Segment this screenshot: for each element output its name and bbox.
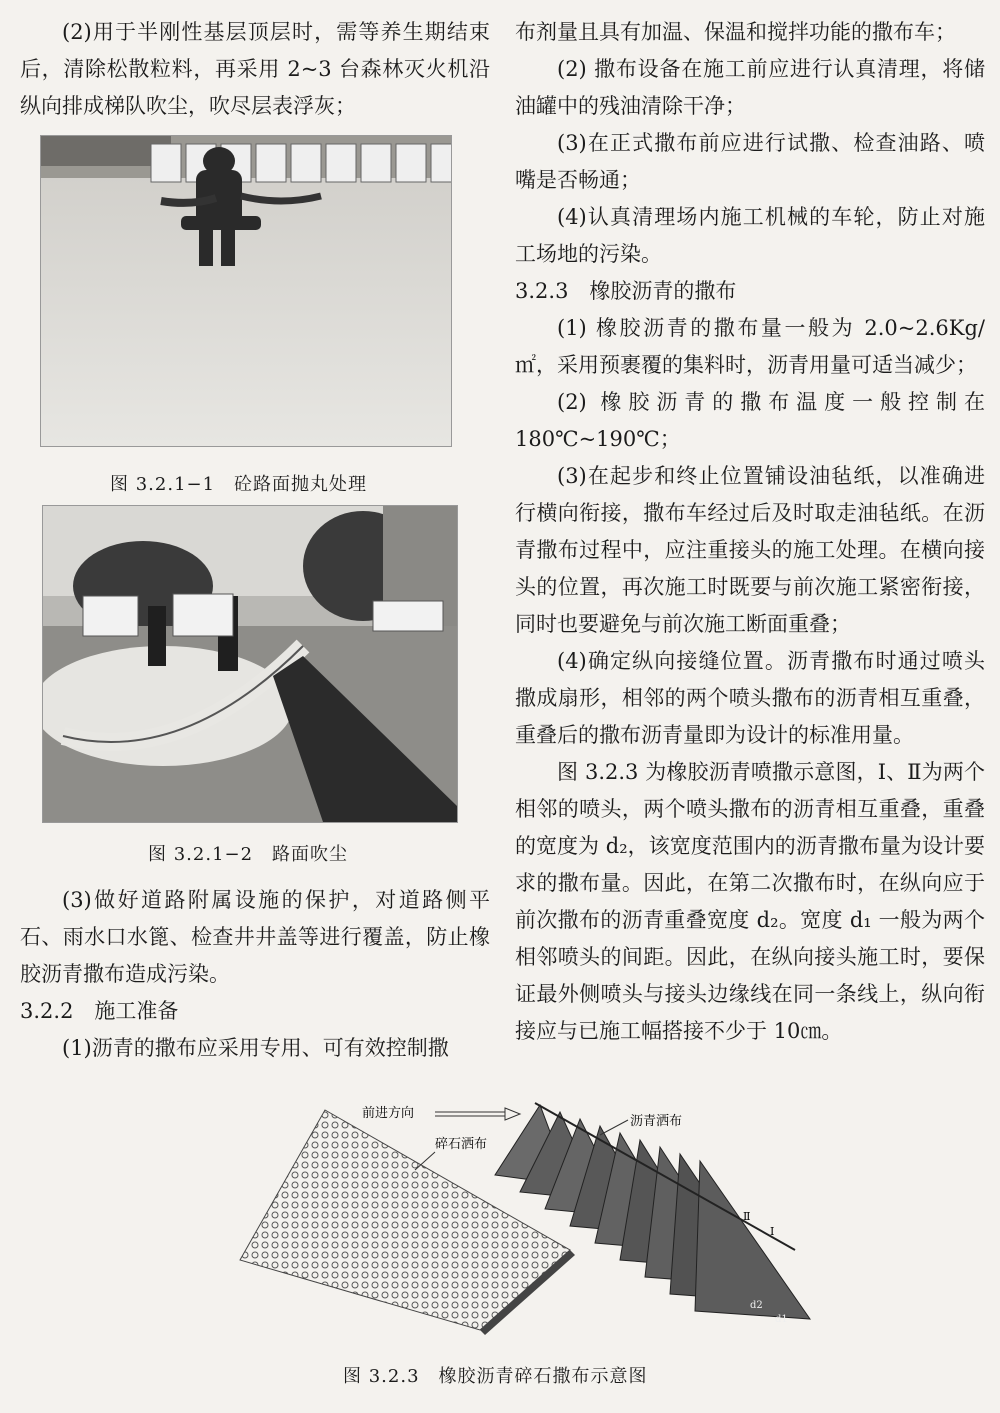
section-heading-3-2-3: 3.2.3 橡胶沥青的撒布	[515, 279, 737, 303]
paragraph-prep-1-continued: 布剂量且具有加温、保温和搅拌功能的撒布车；	[515, 20, 956, 44]
label-d2: d2	[750, 1300, 763, 1311]
label-d1: d1	[775, 1314, 788, 1325]
spreading-diagram	[230, 1100, 830, 1340]
paragraph-prep-2: (2) 撒布设备在施工前应进行认真清理，将储油罐中的残油清除干净；	[515, 57, 985, 118]
figure-caption-3: 图 3.2.3 橡胶沥青碎石撒布示意图	[343, 1366, 648, 1387]
paragraph-prep-3: (3)在正式撒布前应进行试撒、检查油路、喷嘴是否畅通；	[515, 131, 985, 192]
asphalt-fans	[495, 1105, 810, 1319]
label-asphalt: 沥青洒布	[630, 1114, 683, 1129]
label-direction: 前进方向	[362, 1106, 415, 1121]
label-gravel: 碎石洒布	[435, 1137, 488, 1152]
left-column-lower	[20, 882, 490, 1067]
paragraph-prep-1: (1)沥青的撒布应采用专用、可有效控制撒	[62, 1036, 449, 1060]
photo-shot-blasting-image	[41, 136, 451, 446]
figure-caption-2: 图 3.2.1−2 路面吹尘	[148, 844, 349, 865]
figure-caption-1: 图 3.2.1−1 砼路面抛丸处理	[110, 474, 368, 495]
direction-arrow	[435, 1108, 520, 1120]
paragraph-spread-3: (3)在起步和终止位置铺设油毡纸，以准确进行横向衔接，撒布车经过后及时取走油毡纸。在沥青撒布过程中，应注重接头的施工处理。在横向接头的位置，再次施工时既要与前次施工紧密衔接，同时也要避免与前次施工断面重叠；	[515, 464, 985, 636]
section-heading-3-2-2: 3.2.2 施工准备	[20, 999, 179, 1023]
label-nozzle-II: Ⅱ	[743, 1210, 751, 1223]
paragraph-spread-4: (4)确定纵向接缝位置。沥青撒布时通过喷头撒成扇形，相邻的两个喷头撒布的沥青相互重叠，重叠后的撒布沥青量即为设计的标准用量。	[515, 649, 985, 747]
label-nozzle-I: Ⅰ	[770, 1225, 775, 1238]
paragraph-spread-2: (2) 橡胶沥青的撒布温度一般控制在 180℃~190℃；	[515, 390, 985, 451]
paragraph-figure-description: 图 3.2.3 为橡胶沥青喷撒示意图，Ⅰ、Ⅱ为两个相邻的喷头，两个喷头撒布的沥青相互重叠，重叠的宽度为 d₂，该宽度范围内的沥青撒布量为设计要求的撒布量。因此，在第二次撒布时，在纵向应于前次撒布的沥青重叠宽度 d₂。宽度 d₁ 一般为两个相邻喷头的间距。因此，在纵向接头施工时，要保证最外侧喷头与接头边缘线在同一条线上，纵向衔接应与已施工幅搭接不少于 10㎝。	[515, 760, 985, 1043]
paragraph-blowing-dust: (2)用于半刚性基层顶层时，需等养生期结束后，清除松散粒料，再采用 2~3 台森林灭火机沿纵向排成梯队吹尘，吹尽层表浮灰；	[20, 20, 490, 118]
photo-shot-blasting	[40, 135, 452, 447]
photo-road-blowing-image	[43, 506, 457, 822]
photo-road-blowing	[42, 505, 458, 823]
left-column	[20, 14, 490, 125]
paragraph-prep-4: (4)认真清理场内施工机械的车轮，防止对施工场地的污染。	[515, 205, 985, 266]
paragraph-spread-1: (1) 橡胶沥青的撒布量一般为 2.0~2.6Kg/㎡，采用预裹覆的集料时，沥青用量可适当减少；	[515, 316, 985, 377]
paragraph-facility-protection: (3)做好道路附属设施的保护，对道路侧平石、雨水口水篦、检查井井盖等进行覆盖，防止橡胶沥青撒布造成污染。	[20, 888, 490, 986]
right-column	[515, 14, 985, 1050]
